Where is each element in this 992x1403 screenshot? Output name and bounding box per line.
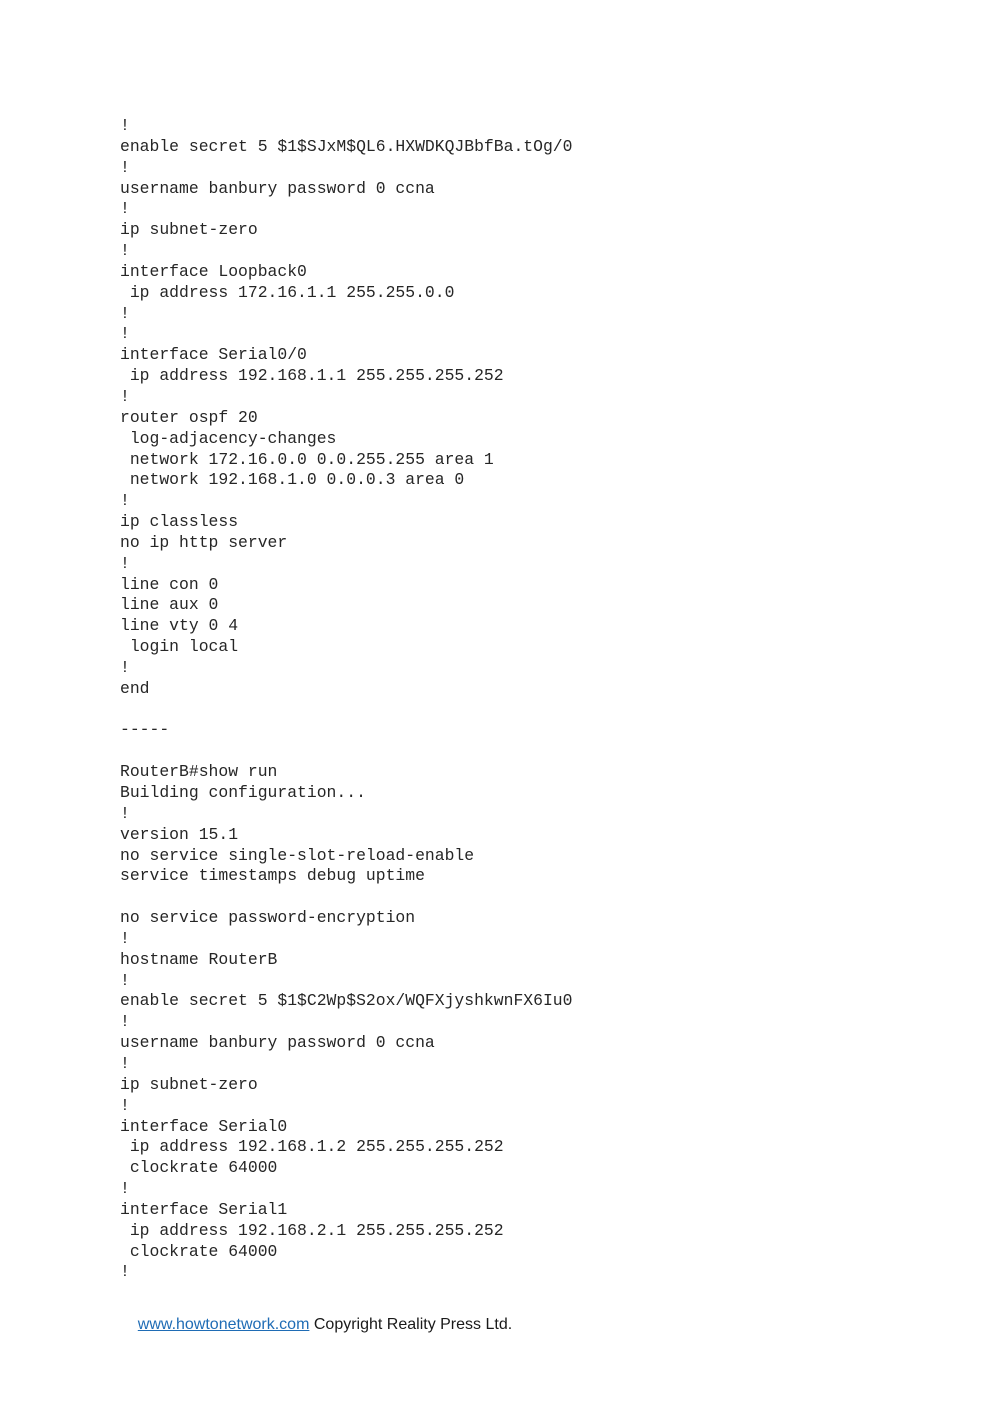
config-line: ! — [120, 303, 130, 323]
config-line: line vty 0 4 — [120, 616, 239, 636]
config-line: interface Serial0/0 — [120, 345, 307, 365]
config-line: version 15.1 — [120, 824, 239, 844]
config-line: ip address 192.168.2.1 255.255.255.252 — [120, 1220, 504, 1240]
config-line: hostname RouterB — [120, 949, 278, 969]
config-line: ip subnet-zero — [120, 220, 258, 240]
config-line: end — [120, 678, 150, 698]
config-line: ! — [120, 324, 130, 344]
config-line: network 192.168.1.0 0.0.0.3 area 0 — [120, 470, 465, 490]
config-line: ip address 192.168.1.2 255.255.255.252 — [120, 1137, 504, 1157]
footer-copyright: Copyright Reality Press Ltd. — [313, 1316, 513, 1333]
config-line: network 172.16.0.0 0.0.255.255 area 1 — [120, 449, 494, 469]
config-line: ! — [120, 657, 130, 677]
config-line: ! — [120, 199, 130, 219]
config-line: ----- — [120, 720, 170, 740]
footer-link[interactable]: www.howtonetwork.com — [137, 1316, 310, 1333]
config-line: ! — [120, 241, 130, 261]
config-line: ip address 172.16.1.1 255.255.0.0 — [120, 282, 455, 302]
config-line: ! — [120, 928, 130, 948]
page-footer — [120, 1298, 512, 1352]
config-line — [120, 741, 572, 762]
config-line: clockrate 64000 — [120, 1158, 278, 1178]
config-line: ! — [120, 386, 130, 406]
config-line: no service single-slot-reload-enable — [120, 845, 475, 865]
config-line: username banbury password 0 ccna — [120, 178, 435, 198]
config-line: ! — [120, 1053, 130, 1073]
config-line — [120, 887, 572, 908]
config-line: interface Serial1 — [120, 1199, 288, 1219]
config-line: no service password-encryption — [120, 908, 416, 928]
config-line: line aux 0 — [120, 595, 219, 615]
config-line: ! — [120, 970, 130, 990]
config-line: ! — [120, 803, 130, 823]
config-line: ! — [120, 491, 130, 511]
config-line: clockrate 64000 — [120, 1241, 278, 1261]
config-line: login local — [120, 637, 239, 657]
config-line: no ip http server — [120, 532, 288, 552]
config-line: ! — [120, 553, 130, 573]
config-line: line con 0 — [120, 574, 219, 594]
config-line: ! — [120, 1262, 130, 1282]
config-line: ! — [120, 1012, 130, 1032]
config-line: ! — [120, 1095, 130, 1115]
config-line: ! — [120, 157, 130, 177]
config-line: interface Serial0 — [120, 1116, 288, 1136]
config-line: RouterB#show run — [120, 762, 278, 782]
config-line: ip classless — [120, 512, 239, 532]
config-output — [120, 116, 572, 1283]
config-line: interface Loopback0 — [120, 261, 307, 281]
config-line: ! — [120, 116, 130, 135]
config-line — [120, 700, 572, 721]
config-line: router ospf 20 — [120, 407, 258, 427]
config-line: ip subnet-zero — [120, 1074, 258, 1094]
config-line: ! — [120, 1179, 130, 1199]
config-line: Building configuration... — [120, 783, 366, 802]
config-line: log-adjacency-changes — [120, 428, 337, 448]
config-line: enable secret 5 $1$SJxM$QL6.HXWDKQJBbfBa.tOg/0 — [120, 136, 573, 156]
config-line: service timestamps debug uptime — [120, 866, 425, 886]
config-line: username banbury password 0 ccna — [120, 1033, 435, 1053]
config-line: enable secret 5 $1$C2Wp$S2ox/WQFXjyshkwnFX6Iu0 — [120, 991, 573, 1011]
config-line: ip address 192.168.1.1 255.255.255.252 — [120, 366, 504, 386]
